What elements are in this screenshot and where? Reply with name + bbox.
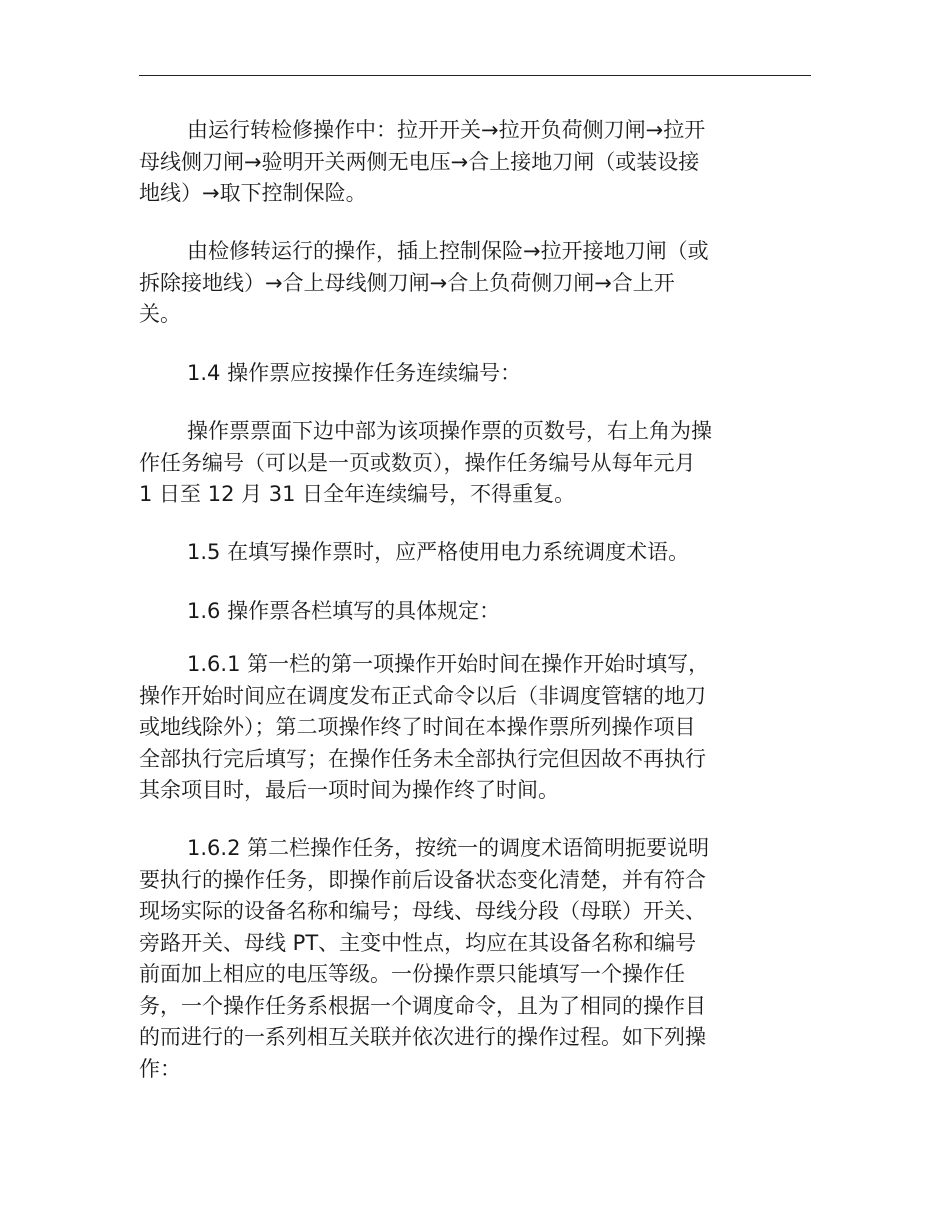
paragraph-outage-sequence	[139, 115, 705, 210]
section-heading-1-6	[139, 596, 500, 628]
text-line: 旁路开关、母线 PT、主变中性点，均应在其设备名称和编号	[139, 930, 697, 955]
text-line: 其余项目时，最后一项时间为操作终了时间。	[139, 778, 559, 802]
text-line: 全部执行完后填写；在操作任务未全部执行完但因故不再执行	[139, 746, 706, 771]
paragraph-1-6-1	[139, 649, 709, 807]
text-line: 母线侧刀闸→验明开关两侧无电压→合上接地刀闸（或装设接	[139, 149, 700, 174]
text-line: 1.6.1 第一栏的第一项操作开始时间在操作开始时填写，	[187, 652, 710, 676]
text-line: 拆除接地线）→合上母线侧刀闸→合上负荷侧刀闸→合上开	[139, 270, 675, 295]
text-line: 作任务编号（可以是一页或数页），操作任务编号从每年元月	[139, 450, 696, 475]
text-line: 或地线除外）；第二项操作终了时间在本操作票所列操作项目	[139, 715, 696, 739]
text-line: 的而进行的一系列相互关联并依次进行的操作过程。如下列操	[139, 1025, 706, 1049]
text-line: 由运行转检修操作中：拉开开关→拉开负荷侧刀闸→拉开	[187, 118, 706, 142]
text-line: 由检修转运行的操作，插上控制保险→拉开接地刀闸（或	[187, 239, 709, 263]
text-line: 操作开始时间应在调度发布正式命令以后（非调度管辖的地刀	[139, 683, 706, 708]
text-line: 1 日至 12 月 31 日全年连续编号，不得重复。	[139, 482, 576, 506]
text-line: 1.4 操作票应按操作任务连续编号：	[187, 361, 522, 385]
text-line: 操作票票面下边中部为该项操作票的页数号，右上角为操	[187, 419, 712, 443]
paragraph-numbering-rules	[139, 416, 712, 511]
text-line: 1.6 操作票各栏填写的具体规定：	[187, 599, 501, 623]
header-rule	[139, 75, 811, 76]
text-line: 务，一个操作任务系根据一个调度命令，且为了相同的操作目	[139, 993, 706, 1018]
text-line: 前面加上相应的电压等级。一份操作票只能填写一个操作任	[139, 962, 685, 986]
section-heading-1-5	[139, 537, 689, 569]
text-line: 地线）→取下控制保险。	[139, 181, 367, 205]
text-line: 要执行的操作任务，即操作前后设备状态变化清楚，并有符合	[139, 867, 706, 892]
section-heading-1-4	[139, 358, 521, 390]
text-line: 现场实际的设备名称和编号；母线、母线分段（母联）开关、	[139, 899, 706, 923]
text-line: 1.6.2 第二栏操作任务，按统一的调度术语简明扼要说明	[187, 836, 710, 860]
text-line: 1.5 在填写操作票时，应严格使用电力系统调度术语。	[187, 540, 690, 564]
text-line: 关。	[139, 302, 181, 326]
paragraph-1-6-2	[139, 833, 709, 1085]
paragraph-restore-sequence	[139, 236, 709, 331]
text-line: 作：	[139, 1056, 181, 1081]
